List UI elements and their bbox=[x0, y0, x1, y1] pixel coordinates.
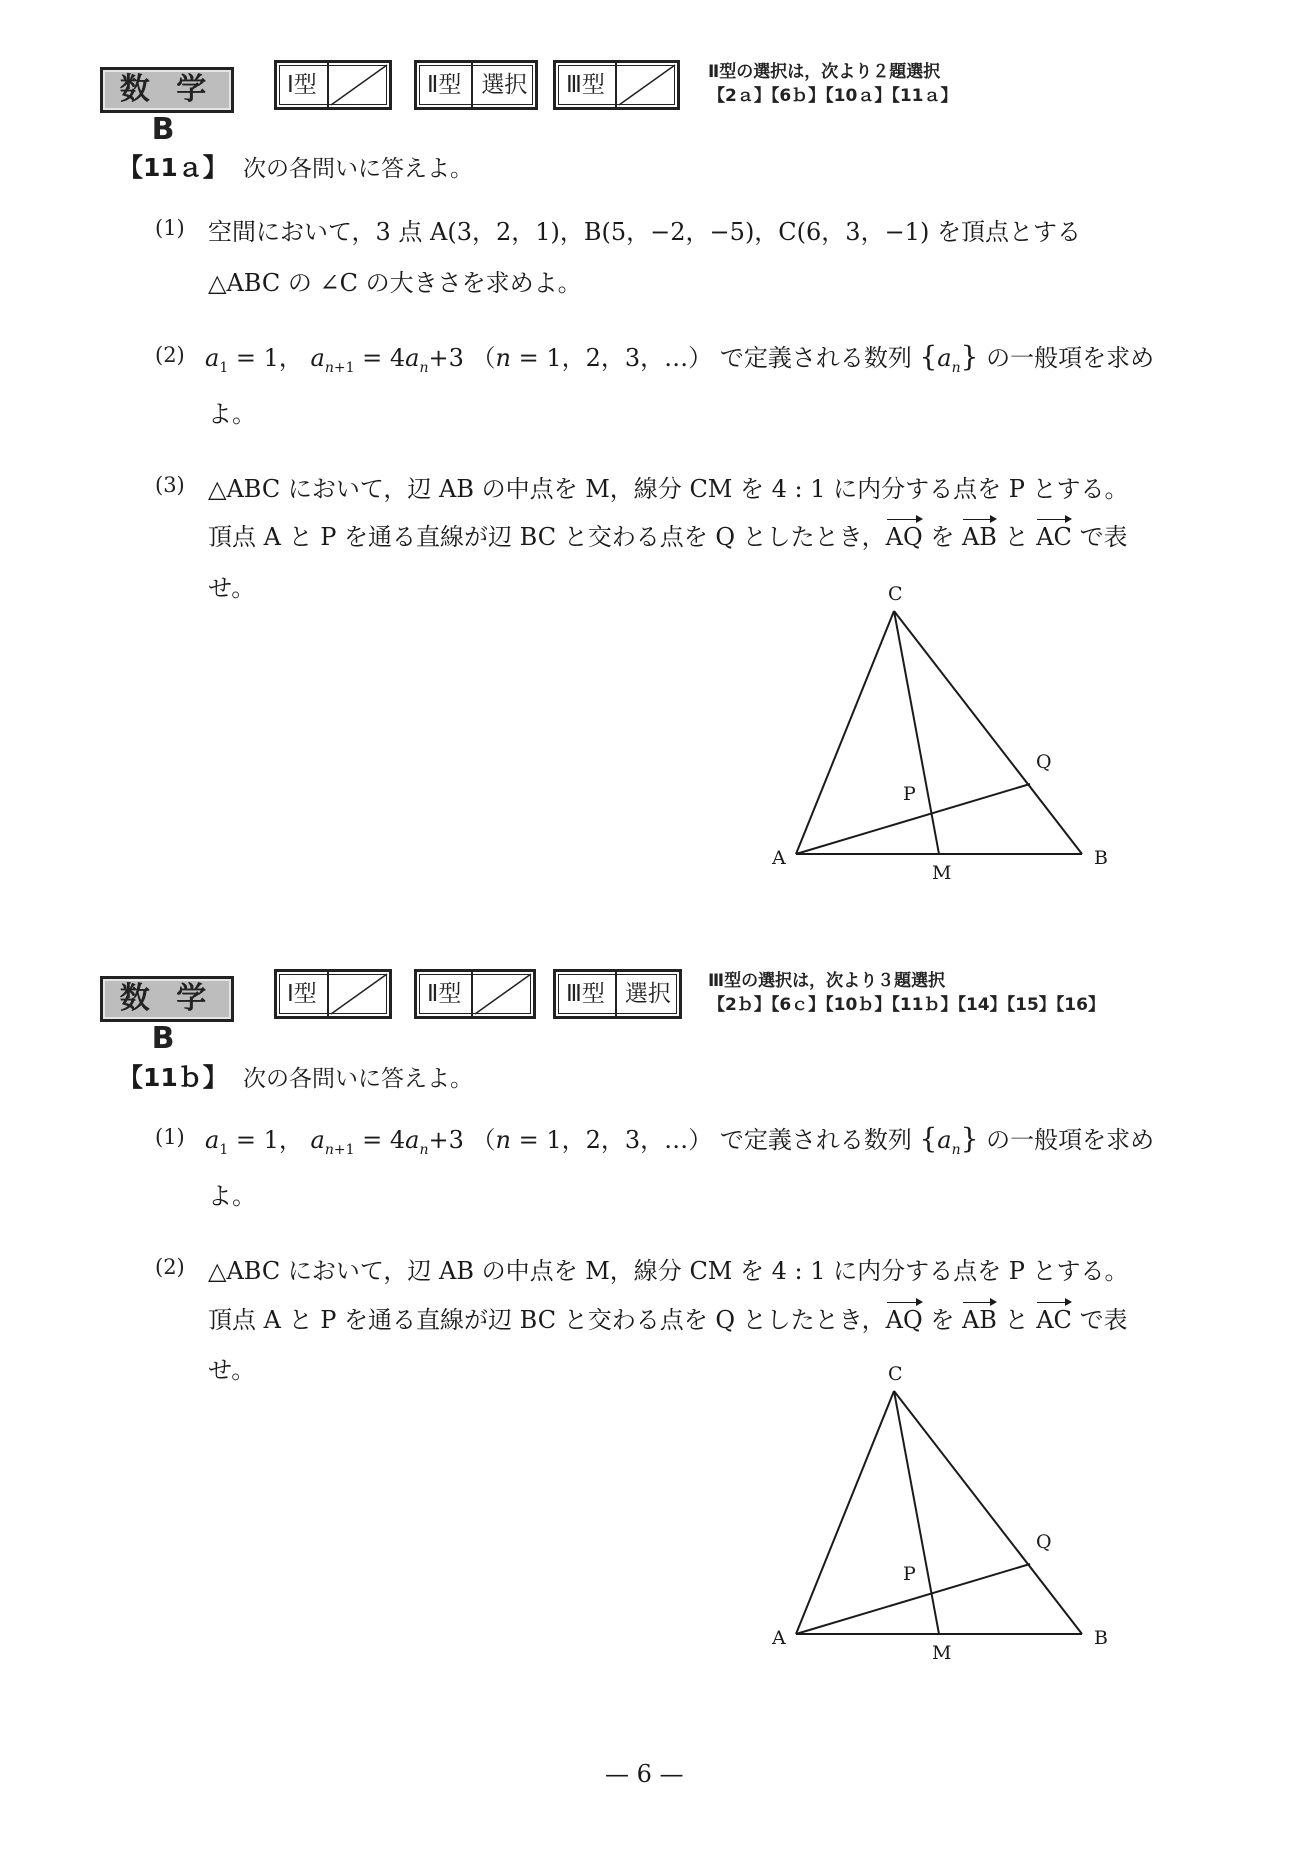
type-3-label: Ⅲ型 bbox=[566, 981, 605, 1007]
question-text-part: と bbox=[1004, 523, 1029, 551]
question-text-part: を bbox=[930, 1306, 955, 1334]
slash-mark bbox=[617, 63, 677, 107]
type-3-box bbox=[553, 969, 682, 1019]
question-text: △ABC において，辺 AB の中点を M，線分 CM を 4 : 1 に内分する点を P とする。 bbox=[208, 1257, 1129, 1285]
label-Q: Q bbox=[1036, 1531, 1052, 1553]
type-2-selected-cell: 選択 bbox=[471, 63, 535, 107]
question-number: (1) bbox=[155, 1125, 185, 1149]
a1-value: 1 bbox=[263, 344, 279, 372]
type-1-label: Ⅰ型 bbox=[287, 981, 317, 1007]
question-text-part: を bbox=[930, 523, 955, 551]
recurrence-formula: $a_1 = 1$， $a_{n+1} = 4a_n+3$ （n = 1，2，3，…） で定義される数列 $\{a_n\}$ の一般項を求め bbox=[205, 1122, 1155, 1158]
selection-note bbox=[708, 969, 1105, 1017]
question-text bbox=[208, 517, 1128, 552]
question-number: (1) bbox=[155, 216, 185, 240]
type-1-label: Ⅰ型 bbox=[287, 72, 317, 98]
selection-note-line2: 【2ａ】【6ｂ】【10ａ】【11ａ】 bbox=[708, 86, 958, 106]
n-values: 1，2，3，… bbox=[546, 344, 689, 372]
type-1-empty-cell bbox=[327, 972, 389, 1016]
question-text: よ。 bbox=[208, 1182, 256, 1210]
question-text-part: と bbox=[1004, 1306, 1029, 1334]
question-text: せ。 bbox=[208, 1356, 256, 1384]
a1-value: 1 bbox=[263, 1126, 279, 1154]
question-text: の一般項を求め bbox=[986, 344, 1155, 372]
label-C: C bbox=[888, 583, 903, 605]
question-text: △ABC の ∠C の大きさを求めよ。 bbox=[208, 269, 582, 297]
problem-number: 【11ｂ】 bbox=[118, 1063, 228, 1092]
subject-label: 数 学 B bbox=[100, 976, 234, 1022]
question-text: で定義される数列 bbox=[719, 344, 912, 372]
vector-ac: AC bbox=[1036, 1300, 1072, 1334]
question-text: で定義される数列 bbox=[719, 1126, 912, 1154]
label-Q: Q bbox=[1036, 751, 1052, 773]
label-M: M bbox=[932, 1642, 952, 1664]
question-text-part: 頂点 A と P を通る直線が辺 BC と交わる点を Q としたとき， bbox=[208, 523, 886, 551]
n-values: 1，2，3，… bbox=[546, 1126, 689, 1154]
type-3-empty-cell bbox=[615, 63, 677, 107]
recurrence-formula: $a_1 = 1$， $a_{n+1} = 4a_n+3$ （n = 1，2，3，…） で定義される数列 $\{a_n\}$ の一般項を求め bbox=[205, 340, 1155, 376]
vector-aq: AQ bbox=[886, 517, 923, 551]
triangle-figure bbox=[760, 575, 1120, 895]
label-B: B bbox=[1094, 847, 1108, 869]
selection-note-line2: 【2ｂ】【6ｃ】【10ｂ】【11ｂ】【14】【15】【16】 bbox=[708, 995, 1105, 1015]
formula-constant: +3 bbox=[428, 344, 464, 372]
selection-note bbox=[708, 60, 957, 108]
type-2-empty-cell bbox=[471, 972, 533, 1016]
type-1-box bbox=[274, 969, 392, 1019]
question-text bbox=[208, 1300, 1128, 1335]
vector-ab: AB bbox=[962, 517, 997, 551]
type-3-selected-cell: 選択 bbox=[615, 972, 679, 1016]
type-3-box bbox=[553, 60, 680, 110]
problem-intro: 次の各問いに答えよ。 bbox=[243, 156, 473, 182]
question-text: △ABC において，辺 AB の中点を M，線分 CM を 4 : 1 に内分する点を P とする。 bbox=[208, 475, 1129, 503]
slash-mark bbox=[473, 972, 533, 1016]
question-text: せ。 bbox=[208, 574, 256, 602]
subject-label: 数 学 B bbox=[100, 67, 234, 113]
question-text-part: で表 bbox=[1079, 1306, 1128, 1334]
label-C: C bbox=[888, 1363, 903, 1385]
question-text-part: 頂点 A と P を通る直線が辺 BC と交わる点を Q としたとき， bbox=[208, 1306, 886, 1334]
type-2-label: Ⅱ型 bbox=[427, 981, 462, 1007]
triangle-figure bbox=[760, 1355, 1120, 1675]
label-P: P bbox=[903, 1563, 916, 1585]
label-A: A bbox=[772, 847, 786, 869]
question-number: (2) bbox=[155, 343, 185, 367]
question-text: 空間において，3 点 A(3，2，1)，B(5，−2，−5)，C(6，3，−1) を頂点とする bbox=[208, 218, 1081, 246]
slash-mark bbox=[329, 972, 389, 1016]
question-number: (3) bbox=[155, 473, 185, 497]
label-P: P bbox=[903, 783, 916, 805]
label-B: B bbox=[1094, 1627, 1108, 1649]
type-2-box bbox=[414, 60, 538, 110]
label-M: M bbox=[932, 862, 952, 884]
question-number: (2) bbox=[155, 1255, 185, 1279]
type-2-label: Ⅱ型 bbox=[427, 72, 462, 98]
type-2-box bbox=[414, 969, 536, 1019]
type-3-label: Ⅲ型 bbox=[566, 72, 605, 98]
vector-ab: AB bbox=[962, 1300, 997, 1334]
formula-constant: +3 bbox=[428, 1126, 464, 1154]
question-text-part: で表 bbox=[1079, 523, 1128, 551]
question-text: よ。 bbox=[208, 400, 256, 428]
problem-intro: 次の各問いに答えよ。 bbox=[243, 1066, 473, 1092]
label-A: A bbox=[772, 1627, 786, 1649]
page-number: — 6 — bbox=[605, 1760, 684, 1788]
problem-number: 【11ａ】 bbox=[118, 153, 228, 182]
slash-mark bbox=[329, 63, 389, 107]
selection-note-line1: Ⅲ型の選択は，次より３題選択 bbox=[708, 971, 946, 991]
type-1-box bbox=[274, 60, 392, 110]
vector-ac: AC bbox=[1036, 517, 1072, 551]
vector-aq: AQ bbox=[886, 1300, 923, 1334]
selection-note-line1: Ⅱ型の選択は，次より２題選択 bbox=[708, 62, 941, 82]
type-1-empty-cell bbox=[327, 63, 389, 107]
question-text: の一般項を求め bbox=[986, 1126, 1155, 1154]
